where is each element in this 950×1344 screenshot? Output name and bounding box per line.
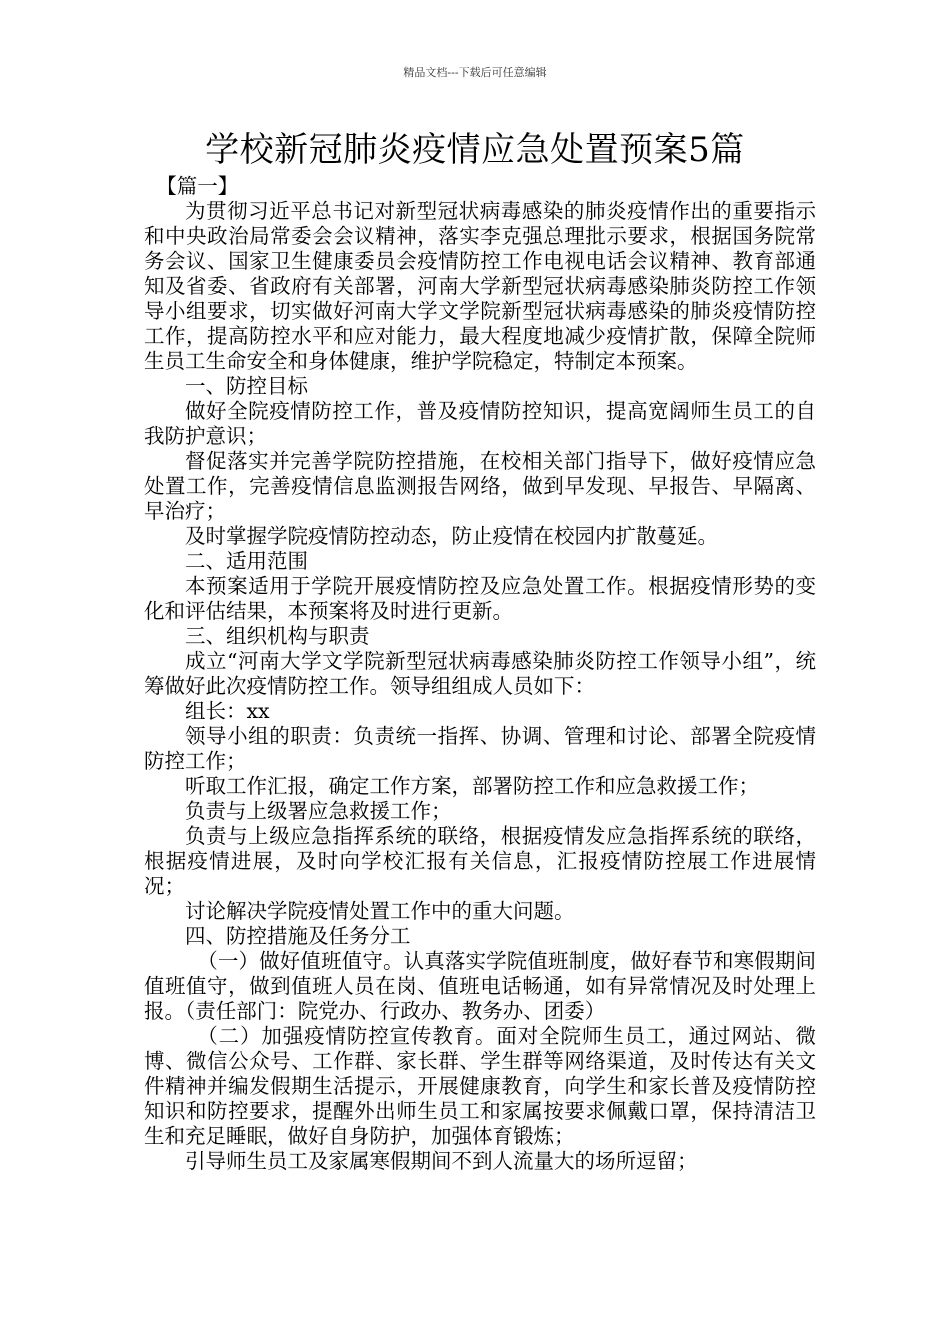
body-paragraph: 督促落实并完善学院防控措施，在校相关部门指导下，做好疫情应急处置工作，完善疫情信息监测报告网络，做到早发现、早报告、早隔离、早治疗； [144, 449, 816, 523]
body-paragraph: 讨论解决学院疫情处置工作中的重大问题。 [185, 899, 575, 923]
intro-paragraph: 为贯彻习近平总书记对新型冠状病毒感染的肺炎疫情作出的重要指示和中央政治局常委会会议精神，落实李克强总理批示要求，根据国务院常务会议、国家卫生健康委员会疫情防控工作电视电话会议精神、教育部通知及省委、省政府有关部署，河南大学新型冠状病毒感染肺炎防控工作领导小组要求，切实做好河南大学文学院新型冠状病毒感染的肺炎疫情防控工作，提高防控水平和应对能力，最大程度地减少疫情扩散，保障全院师生员工生命安全和身体健康，维护学院稳定，特制定本预案。 [144, 199, 816, 373]
header-note: 精品文档---下载后可任意编辑 [403, 66, 547, 79]
heading-scope: 二、适用范围 [185, 549, 308, 573]
body-paragraph: 负责与上级应急指挥系统的联络，根据疫情发应急指挥系统的联络，根据疫情进展，及时向学校汇报有关信息，汇报疫情防控展工作进展情况； [144, 824, 816, 898]
document-body [144, 174, 816, 1174]
body-paragraph: 负责与上级署应急救援工作； [185, 799, 452, 823]
heading-goals: 一、防控目标 [185, 374, 308, 398]
body-paragraph: 及时掌握学院疫情防控动态，防止疫情在校园内扩散蔓延。 [185, 524, 718, 548]
body-paragraph: 做好全院疫情防控工作，普及疫情防控知识，提高宽阔师生员工的自我防护意识； [144, 399, 816, 448]
heading-measures: 四、防控措施及任务分工 [185, 924, 411, 948]
document-title: 学校新冠肺炎疫情应急处置预案5篇 [205, 130, 745, 170]
body-paragraph: （二）加强疫情防控宣传教育。面对全院师生员工，通过网站、微博、微信公众号、工作群、家长群、学生群等网络渠道，及时传达有关文件精神并编发假期生活提示，开展健康教育，向学生和家长普及疫情防控知识和防控要求，提醒外出师生员工和家属按要求佩戴口罩，保持清洁卫生和充足睡眠，做好自身防护，加强体育锻炼； [144, 1024, 816, 1148]
body-paragraph: （一）做好值班值守。认真落实学院值班制度，做好春节和寒假期间值班值守，做到值班人员在岗、值班电话畅通，如有异常情况及时处理上报。（责任部门：院党办、行政办、教务办、团委） [144, 949, 816, 1023]
body-paragraph: 组长：xx [185, 699, 270, 723]
body-paragraph: 领导小组的职责：负责统一指挥、协调、管理和讨论、部署全院疫情防控工作； [144, 724, 816, 773]
section-label: 【篇一】 [156, 174, 239, 198]
body-paragraph: 成立“河南大学文学院新型冠状病毒感染肺炎防控工作领导小组”，统筹做好此次疫情防控工作。领导组组成人员如下： [144, 649, 816, 698]
heading-organization: 三、组织机构与职责 [185, 624, 370, 648]
body-paragraph: 引导师生员工及家属寒假期间不到人流量大的场所逗留； [185, 1149, 698, 1173]
body-paragraph: 本预案适用于学院开展疫情防控及应急处置工作。根据疫情形势的变化和评估结果，本预案将及时进行更新。 [144, 574, 816, 623]
body-paragraph: 听取工作汇报，确定工作方案，部署防控工作和应急救援工作； [185, 774, 759, 798]
